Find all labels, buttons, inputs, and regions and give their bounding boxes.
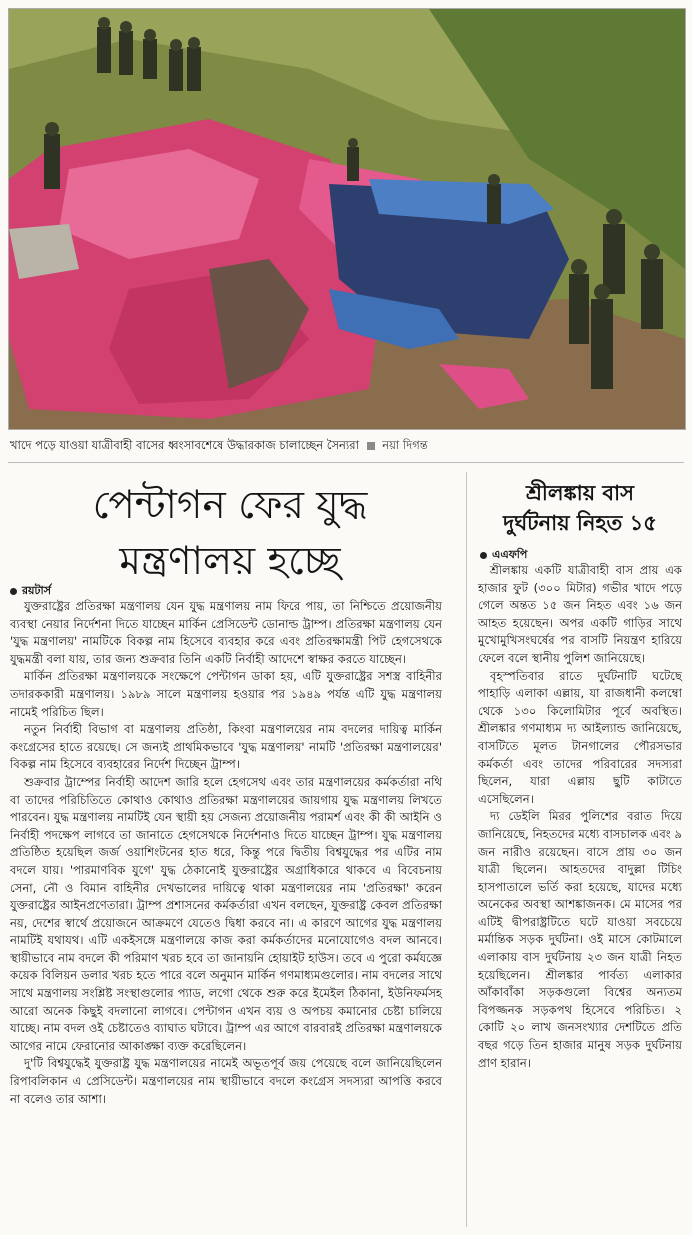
sidebar-paragraph: দ্য ডেইলি মিরর পুলিশের বরাত দিয়ে জানিয়েছে, নিহতদের মধ্যে বাসচালক এবং ৯ জন নারীও রয়েছেন। বাসে প্রায় ৩০ জন যাত্রী ছিলেন। আহতদের বাদুল্লা টিচিং হাসপাতালে ভর্তি করা হয়েছে, যাদের মধ্যে অনেকের অবস্থা আশঙ্কাজনক। মে মাসের পর এটিই দ্বীপরাষ্ট্রটিতে ঘটে যাওয়া সবচেয়ে মর্মান্তিক সড়ক দুর্ঘটনা। ওই মাসে কোটমালে এলাকায় বাস দুর্ঘটনায় ২৩ জন যাত্রী নিহত হয়েছিলেন। শ্রীলঙ্কার পার্বত্য এলাকার আঁকাবাঁকা সড়কগুলো বিশ্বের অন্যতম বিপজ্জনক সড়কপথ হিসেবে পরিচিত। ২ কোটি ২০ লাখ জনসংখ্যার দেশটিতে প্রতি বছর গড়ে তিন হাজার মানুষ সড়ক দুর্ঘটনায় প্রাণ হারান। <box>478 809 682 1070</box>
news-photo-bus-wreck <box>8 8 686 430</box>
sidebar-byline-text: এএফপি <box>492 548 528 561</box>
main-paragraph: শুক্রবার ট্রাম্পের নির্বাহী আদেশ জারি হলে হেগসেথ এবং তার মন্ত্রণালয়ের কর্মকর্তারা নথি বা তাদের পরিচিতিতে কোথাও কোথাও প্রতিরক্ষা মন্ত্রণালয়ের জায়গায় যুদ্ধ মন্ত্রণালয় লিখতে পারবেন। যুদ্ধ মন্ত্রণালয় নামটিই যেন স্থায়ী হয় সেজন্য প্রয়োজনীয় পরামর্শ এবং কী কী আইনি ও নির্বাহী পদক্ষেপ লাগবে তা জানাতে হেগসেথকে নির্দেশনাও দিতে যাচ্ছেন ট্রাম্প। যুদ্ধ মন্ত্রণালয় প্রতিষ্ঠিত হয়েছিল জর্জ ওয়াশিংটনের হাত ধরে, কিন্তু পরে দ্বিতীয় বিশ্বযুদ্ধের পর এটির নাম বদলে যায়। 'পারমাণবিক যুগে' যুদ্ধ ঠেকানোই যুক্তরাষ্ট্রের অগ্রাধিকারে থাকবে এ বিবেচনায় সেনা, নৌ ও বিমান বাহিনীর দেখভালের দায়িত্বে থাকা মন্ত্রণালয়ের নাম 'প্রতিরক্ষা' করেন যুক্তরাষ্ট্রের আইনপ্রণেতারা। ট্রাম্প প্রশাসনের কর্মকর্তারা এখন বলছেন, যুক্তরাষ্ট্র কেবল প্রতিরক্ষা নয়, দেশের স্বার্থে প্রয়োজনে আক্রমণে যেতেও দ্বিধা করবে না। এ কারণে আগের যুদ্ধ মন্ত্রণালয় নামটিই যথাযথ। এটি একইসঙ্গে মন্ত্রণালয়ে কাজ করা কর্মকর্তাদের মনোযোগেও বদল আনবে। স্থায়ীভাবে নাম বদলে কী পরিমাণ খরচ হবে তা জানায়নি হোয়াইট হাউস। তবে এ পুরো কর্মযজ্ঞে কয়েক বিলিয়ন ডলার খরচ হতে পারে বলে অনুমান মার্কিন গণমাধ্যমগুলোর। নাম বদলের সাথে সাথে মন্ত্রণালয় সংশ্লিষ্ট সংস্থাগুলোর প্যাড, লগো থেকে শুরু করে ইমেইল ঠিকানা, ইউনিফর্মসহ আরো অনেক কিছুই বদলানো লাগবে। পেন্টাগন এখন ব্যয় ও অপচয় কমানোর চেষ্টা চালিয়ে যাচ্ছে। নাম বদল ওই চেষ্টাতেও ব্যাঘাত ঘটাবে। ট্রাম্প এর আগে বারবারই প্রতিরক্ষা মন্ত্রণালয়কে আগের নামে ফেরানোর আকাঙ্ক্ষা ব্যক্ত করেছিলেন। <box>10 774 442 1053</box>
main-paragraph: দু'টি বিশ্বযুদ্ধেই যুক্তরাষ্ট্র যুদ্ধ মন্ত্রণালয়ের নামেই অভূতপূর্ব জয় পেয়েছে বলে জানিয়েছিলেন রিপাবলিকান এ প্রেসিডেন্ট। মন্ত্রণালয়ের নাম স্থায়ীভাবে বদলে কংগ্রেস সদস্যরা আপত্তি করবে না বলেও তার আশা। <box>10 1056 442 1106</box>
square-bullet-icon <box>367 442 375 450</box>
photo-caption <box>10 436 682 454</box>
main-headline <box>20 478 440 590</box>
caption-divider <box>8 462 684 463</box>
photo-credit: নয়া দিগন্ত <box>382 438 428 452</box>
main-headline-line1: পেন্টাগন ফের যুদ্ধ <box>92 483 368 528</box>
sidebar-paragraph: বৃহস্পতিবার রাতে দুর্ঘটনাটি ঘটেছে পাহাড়ি এলাকা এল্লায়, যা রাজধানী কলম্বো থেকে ১৩০ কিলোমিটার পূর্বে অবস্থিত। শ্রীলঙ্কার গণমাধ্যম দ্য আইল্যান্ড জানিয়েছে, বাসটিতে মূলত টানগালের পৌরসভার কর্মকর্তা এবং তাদের পরিবারের সদস্যরা ছিলেন, যারা এল্লায় ছুটি কাটাতে এসেছিলেন। <box>478 668 682 806</box>
main-article-body <box>10 598 442 1108</box>
bullet-icon <box>10 588 17 595</box>
bus-wreck-illustration <box>9 9 685 429</box>
main-paragraph: যুক্তরাষ্ট্রের প্রতিরক্ষা মন্ত্রণালয় যেন যুদ্ধ মন্ত্রণালয় নাম ফিরে পায়, তা নিশ্চিতে প্রয়োজনীয় ব্যবস্থা নেয়ার নির্দেশনা দিতে যাচ্ছেন মার্কিন প্রেসিডেন্ট ডোনাল্ড ট্রাম্প। প্রতিরক্ষা মন্ত্রণালয় যেন 'যুদ্ধ মন্ত্রণালয়' নামটিকে বিকল্প নাম হিসেবে ব্যবহার করে এবং প্রতিরক্ষামন্ত্রী পিট হেগসেথকে যুদ্ধমন্ত্রী বলা যায়, তার জন্য শুক্রবার তিনি একটি নির্বাহী আদেশে স্বাক্ষর করতে যাচ্ছেন। <box>10 599 442 666</box>
sidebar-headline-line2: দুর্ঘটনায় নিহত ১৫ <box>503 510 657 535</box>
main-headline-line2: মন্ত্রণালয় হচ্ছে <box>119 539 341 584</box>
main-paragraph: নতুন নির্বাহী বিভাগ বা মন্ত্রণালয় প্রতিষ্ঠা, কিংবা মন্ত্রণালয়ের নাম বদলের দায়িত্ব মার্কিন কংগ্রেসের হাতে রয়েছে। সে জন্যই প্রাথমিকভাবে 'যুদ্ধ মন্ত্রণালয়' নামটি 'প্রতিরক্ষা মন্ত্রণালয়ের' বিকল্প নাম হিসেবে ব্যবহারের নির্দেশ দিচ্ছেন ট্রাম্প। <box>10 722 442 772</box>
sidebar-headline <box>478 478 682 538</box>
main-paragraph: মার্কিন প্রতিরক্ষা মন্ত্রণালয়কে সংক্ষেপে পেন্টাগন ডাকা হয়, এটি যুক্তরাষ্ট্রের সশস্ত্র বাহিনীর তদারককারী মন্ত্রণালয়। ১৯৮৯ সালে মন্ত্রণালয় হওয়ার পর ১৯৪৯ পর্যন্ত এটি যুদ্ধ মন্ত্রণালয় নামেই পরিচিত ছিল। <box>10 669 442 719</box>
photo-caption-text: খাদে পড়ে যাওয়া যাত্রীবাহী বাসের ধ্বংসাবশেষে উদ্ধারকাজ চালাচ্ছেন সৈন্যরা <box>10 438 359 452</box>
sidebar-headline-line1: শ্রীলঙ্কায় বাস <box>525 480 635 505</box>
main-byline-text: রয়টার্স <box>22 584 51 597</box>
sidebar-paragraph: শ্রীলঙ্কায় একটি যাত্রীবাহী বাস প্রায় এক হাজার ফুট (৩০০ মিটার) গভীর খাদে পড়ে গেলে অন্তত ১৫ জন নিহত এবং ১৬ জন আহত হয়েছেন। অপর একটি গাড়ির সাথে মুখোমুখিসংঘর্ষের পর বাসটি নিয়ন্ত্রণ হারিয়ে ফেলে বলে স্থানীয় পুলিশ জানিয়েছে। <box>478 563 682 665</box>
bullet-icon <box>480 552 487 559</box>
sidebar-article-body <box>478 562 682 1072</box>
column-divider <box>466 472 467 1227</box>
